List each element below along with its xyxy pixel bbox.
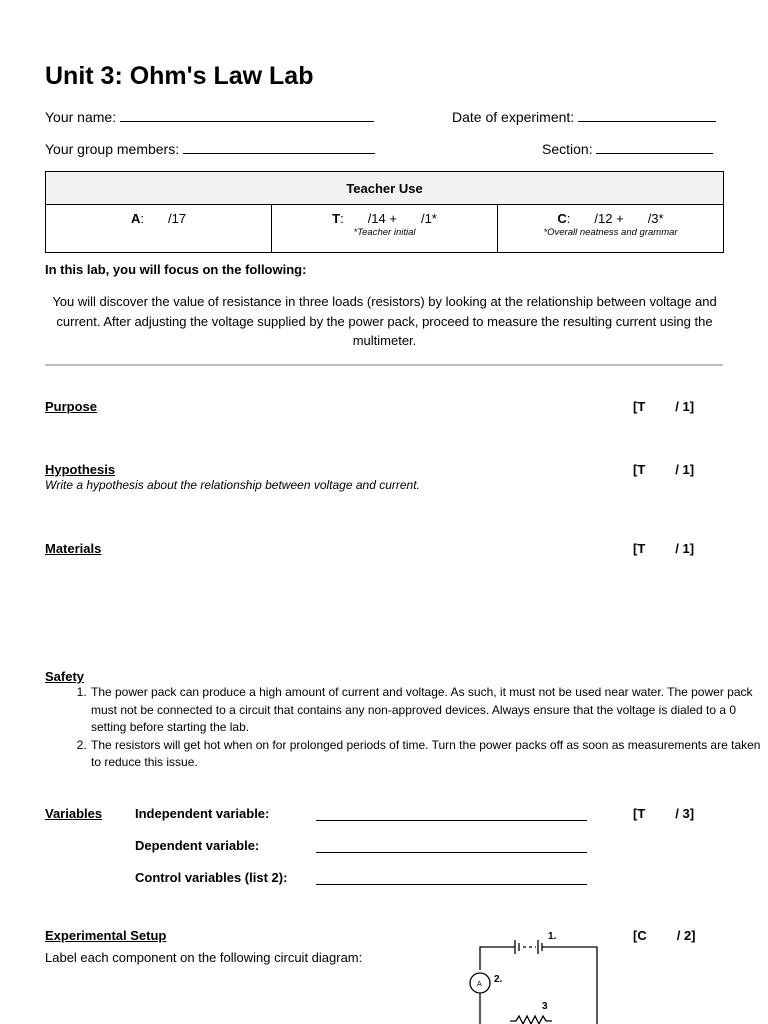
safety-item: 1. The power pack can produce a high amount of current and voltage. As such, it must not be used near water. The power pack must not be connected to a circuit that contains any non-approved devices. Always ensure that the voltage is dialed to a 0 setting before starting the lab. <box>90 684 768 737</box>
materials-heading: Materials <box>45 541 102 556</box>
setup-instruction: Label each component on the following circuit diagram: <box>45 950 363 965</box>
control-variables-blank[interactable] <box>316 884 587 885</box>
materials-mark-open: [T <box>633 541 646 556</box>
group-field[interactable] <box>45 140 375 157</box>
date-blank[interactable] <box>578 108 716 122</box>
score-t-cell: T: /14 + /1* *Teacher initial <box>272 205 498 253</box>
score-t-value: /14 + <box>367 211 397 226</box>
score-a-cell: A: /17 <box>46 205 272 253</box>
materials-mark <box>633 541 694 556</box>
section-field[interactable] <box>542 140 713 157</box>
name-field[interactable] <box>45 108 374 125</box>
dependent-variable-label: Dependent variable: <box>135 838 260 853</box>
score-a-label: A <box>130 211 141 226</box>
focus-body: You will discover the value of resistance in three loads (resistors) by looking at the relationship between voltage and current. After adjusting the voltage supplied by the power pack, proceed to measure the resulting current using the multimeter. <box>52 294 717 348</box>
date-field[interactable] <box>452 108 716 125</box>
hypothesis-mark-value: / 1] <box>675 462 695 477</box>
setup-mark-value: / 2] <box>676 928 696 943</box>
section-divider <box>45 364 723 366</box>
purpose-heading: Purpose <box>45 399 98 414</box>
hypothesis-heading: Hypothesis <box>45 462 116 477</box>
ammeter-letter: A <box>477 981 482 988</box>
variables-heading: Variables <box>45 806 103 821</box>
score-a-value: /17 <box>167 211 187 226</box>
name-blank[interactable] <box>120 108 374 122</box>
score-c-note: *Overall neatness and grammar <box>543 227 678 238</box>
variables-mark-value: / 3] <box>675 806 695 821</box>
date-label: Date of experiment: <box>452 109 575 125</box>
variables-mark-open: [T <box>633 806 646 821</box>
setup-heading: Experimental Setup <box>45 928 167 943</box>
hypothesis-mark <box>633 462 694 477</box>
setup-mark <box>633 928 696 943</box>
score-t-label: T <box>332 211 341 226</box>
purpose-mark-value: / 1] <box>675 399 695 414</box>
control-variables-label: Control variables (list 2): <box>135 870 288 885</box>
score-c-label: C <box>557 211 567 226</box>
diagram-label-3: 3 <box>542 1001 548 1012</box>
page-title: Unit 3: Ohm's Law Lab <box>45 62 314 90</box>
dependent-variable-blank[interactable] <box>316 852 587 853</box>
section-label: Section: <box>542 141 593 157</box>
score-c-cell: C: /12 + /3* *Overall neatness and grammar <box>498 205 724 253</box>
purpose-mark <box>633 399 694 414</box>
focus-heading: In this lab, you will focus on the following: <box>45 262 307 277</box>
independent-variable-blank[interactable] <box>316 820 587 821</box>
teacher-use-table <box>45 171 724 253</box>
purpose-mark-open: [T <box>633 399 646 414</box>
hypothesis-instruction: Write a hypothesis about the relationship between voltage and current. <box>45 478 420 492</box>
safety-heading: Safety <box>45 669 85 684</box>
resistor-symbol <box>510 1016 552 1024</box>
safety-item: 2. The resistors will get hot when on for prolonged periods of time. Turn the power packs off as soon as measurements are taken to reduce this issue. <box>90 737 768 772</box>
score-t-note: *Teacher initial <box>353 227 416 238</box>
circuit-wire-right <box>542 947 597 1024</box>
setup-mark-open: [C <box>633 928 647 943</box>
score-t-extra: /1* <box>420 211 437 226</box>
section-blank[interactable] <box>596 140 713 154</box>
variables-mark <box>633 806 694 821</box>
group-blank[interactable] <box>183 140 375 154</box>
score-c-value: /12 + <box>594 211 624 226</box>
score-c-extra: /3* <box>647 211 664 226</box>
teacher-use-header: Teacher Use <box>46 172 724 205</box>
diagram-label-1: 1. <box>548 931 557 942</box>
diagram-label-2: 2. <box>494 974 503 985</box>
hypothesis-mark-open: [T <box>633 462 646 477</box>
group-label: Your group members: <box>45 141 180 157</box>
circuit-diagram <box>460 925 610 1024</box>
independent-variable-label: Independent variable: <box>135 806 270 821</box>
safety-list <box>45 684 768 772</box>
materials-mark-value: / 1] <box>675 541 695 556</box>
circuit-wire-left <box>480 947 515 970</box>
name-label: Your name: <box>45 109 117 125</box>
